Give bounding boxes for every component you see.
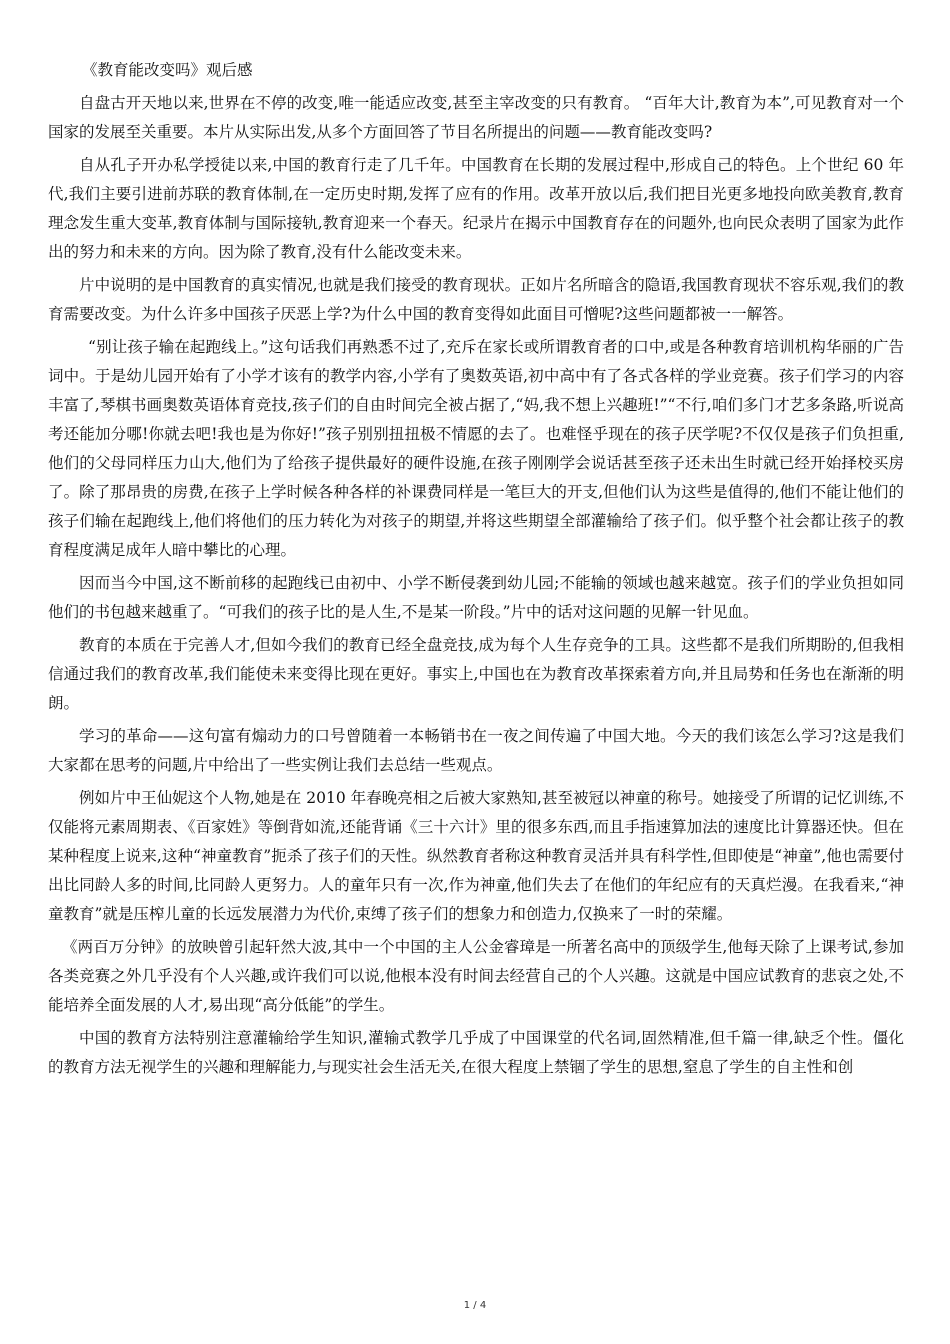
paragraph-9: 《两百万分钟》的放映曾引起轩然大波,其中一个中国的主人公金睿璋是一所著名高中的顶级学生,他每天除了上课考试,参加各类竞赛之外几乎没有个人兴趣,或许我们可以说,他根本没有时间去经营自己的个人兴趣。这就是中国应试教育的悲哀之处,不能培养全面发展的人才,易出现“高分低能”的学生。 bbox=[48, 938, 904, 1014]
paragraph-1: 自盘古开天地以来,世界在不停的改变,唯一能适应改变,甚至主宰改变的只有教育。 “百年大计,教育为本”,可见教育对一个国家的发展至关重要。本片从实际出发,从多个方面回答了节目名所提出的问题——教育能改变吗? bbox=[48, 94, 904, 141]
document-title: 《教育能改变吗》观后感 bbox=[82, 61, 253, 79]
paragraph-6: 教育的本质在于完善人才,但如今我们的教育已经全盘竞技,成为每个人生存竞争的工具。这些都不是我们所期盼的,但我相信通过我们的教育改革,我们能使未来变得比现在更好。事实上,中国也在为教育改革探索着方向,并且局势和任务也在渐渐的明朗。 bbox=[48, 636, 904, 712]
paragraph-2: 自从孔子开办私学授徒以来,中国的教育行走了几千年。中国教育在长期的发展过程中,形成自己的特色。上个世纪 60 年代,我们主要引进前苏联的教育体制,在一定历史时期,发挥了应有的作用。改革开放以后,我们把目光更多地投向欧美教育,教育理念发生重大变革,教育体制与国际接轨,教育迎来一个春天。纪录片在揭示中国教育存在的问题外,也向民众表明了国家为此作出的努力和未来的方向。因为除了教育,没有什么能改变未来。 bbox=[48, 156, 904, 261]
paragraph-4: “别让孩子输在起跑线上。”这句话我们再熟悉不过了,充斥在家长或所谓教育者的口中,或是各种教育培训机构华丽的广告词中。于是幼儿园开始有了小学才该有的教学内容,小学有了奥数英语,初中高中有了各式各样的学业竞赛。孩子们学习的内容丰富了,琴棋书画奥数英语体育竞技,孩子们的自由时间完全被占据了,“妈,我不想上兴趣班!”“不行,咱们多门才艺多条路,听说高考还能加分哪!你就去吧!我也是为你好!”孩子别别扭扭极不情愿的去了。也难怪乎现在的孩子厌学呢?不仅仅是孩子们负担重,他们的父母同样压力山大,他们为了给孩子提供最好的硬件设施,在孩子刚刚学会说话甚至孩子还未出生时就已经开始择校买房了。除了那昂贵的房费,在孩子上学时候各种各样的补课费同样是一笔巨大的开支,但他们认为这些是值得的,他们不能让他们的孩子们输在起跑线上,他们将他们的压力转化为对孩子的期望,并将这些期望全部灌输给了孩子们。似乎整个社会都让孩子的教育程度满足成年人暗中攀比的心理。 bbox=[48, 338, 904, 559]
paragraph-5: 因而当今中国,这不断前移的起跑线已由初中、小学不断侵袭到幼儿园;不能输的领域也越来越宽。孩子们的学业负担如同他们的书包越来越重了。“可我们的孩子比的是人生,不是某一阶段。”片中的话对这问题的见解一针见血。 bbox=[48, 574, 904, 621]
paragraph-10: 中国的教育方法特别注意灌输给学生知识,灌输式教学几乎成了中国课堂的代名词,固然精准,但千篇一律,缺乏个性。僵化的教育方法无视学生的兴趣和理解能力,与现实社会生活无关,在很大程度上禁锢了学生的思想,窒息了学生的自主性和创 bbox=[48, 1029, 904, 1076]
paragraph-3: 片中说明的是中国教育的真实情况,也就是我们接受的教育现状。正如片名所暗含的隐语,我国教育现状不容乐观,我们的教育需要改变。为什么许多中国孩子厌恶上学?为什么中国的教育变得如此面目可憎呢?这些问题都被一一解答。 bbox=[48, 276, 904, 323]
paragraph-8: 例如片中王仙妮这个人物,她是在 2010 年春晚亮相之后被大家熟知,甚至被冠以神童的称号。她接受了所谓的记忆训练,不仅能将元素周期表、《百家姓》等倒背如流,还能背诵《三十六计》里的很多东西,而且手指速算加法的速度比计算器还快。但在某种程度上说来,这种“神童教育”扼杀了孩子们的天性。纵然教育者称这种教育灵活并具有科学性,但即使是“神童”,他也需要付出比同龄人多的时间,比同龄人更努力。人的童年只有一次,作为神童,他们失去了在他们的年纪应有的天真烂漫。在我看来,“神童教育”就是压榨儿童的长远发展潜力为代价,束缚了孩子们的想象力和创造力,仅换来了一时的荣耀。 bbox=[48, 789, 904, 923]
paragraph-7: 学习的革命——这句富有煽动力的口号曾随着一本畅销书在一夜之间传遍了中国大地。今天的我们该怎么学习?这是我们大家都在思考的问题,片中给出了一些实例让我们去总结一些观点。 bbox=[48, 727, 904, 774]
page-number: 1 / 4 bbox=[463, 1300, 487, 1311]
document-body bbox=[48, 56, 904, 1086]
